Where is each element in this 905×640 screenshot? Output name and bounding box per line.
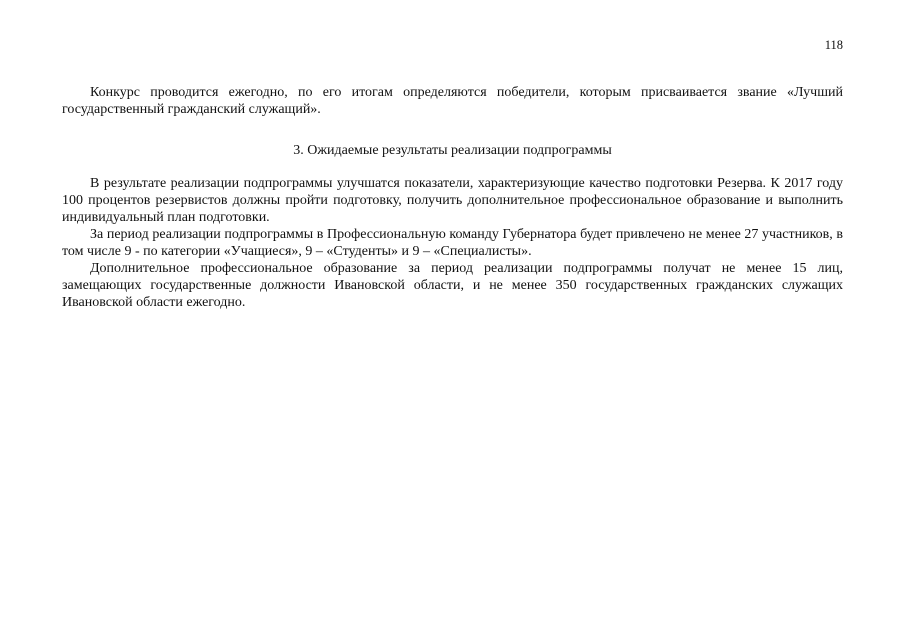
intro-paragraph: Конкурс проводится ежегодно, по его итогам определяются победители, которым присваивается звание «Лучший государственный гражданский служащий». bbox=[62, 85, 843, 117]
section-paragraph-2: За период реализации подпрограммы в Профессиональную команду Губернатора будет привлечено не менее 27 участников, в том числе 9 - по категории «Учащиеся», 9 – «Студенты» и 9 – «Специалисты». bbox=[62, 227, 843, 259]
spacer bbox=[62, 159, 843, 175]
spacer bbox=[62, 118, 843, 142]
section-heading: 3. Ожидаемые результаты реализации подпрограммы bbox=[293, 143, 612, 158]
section-paragraph-3: Дополнительное профессиональное образование за период реализации подпрограммы получат не менее 15 лиц, замещающих государственные должности Ивановской области, и не менее 350 государственных гражданских служащих Ивановской области ежегодно. bbox=[62, 261, 843, 310]
document-body bbox=[62, 84, 843, 311]
section-paragraph-1: В результате реализации подпрограммы улучшатся показатели, характеризующие качество подготовки Резерва. К 2017 году 100 процентов резервистов должны пройти подготовку, получить дополнительное профессиональное образование и выполнить индивидуальный план подготовки. bbox=[62, 176, 843, 225]
page-number: 118 bbox=[824, 38, 843, 52]
